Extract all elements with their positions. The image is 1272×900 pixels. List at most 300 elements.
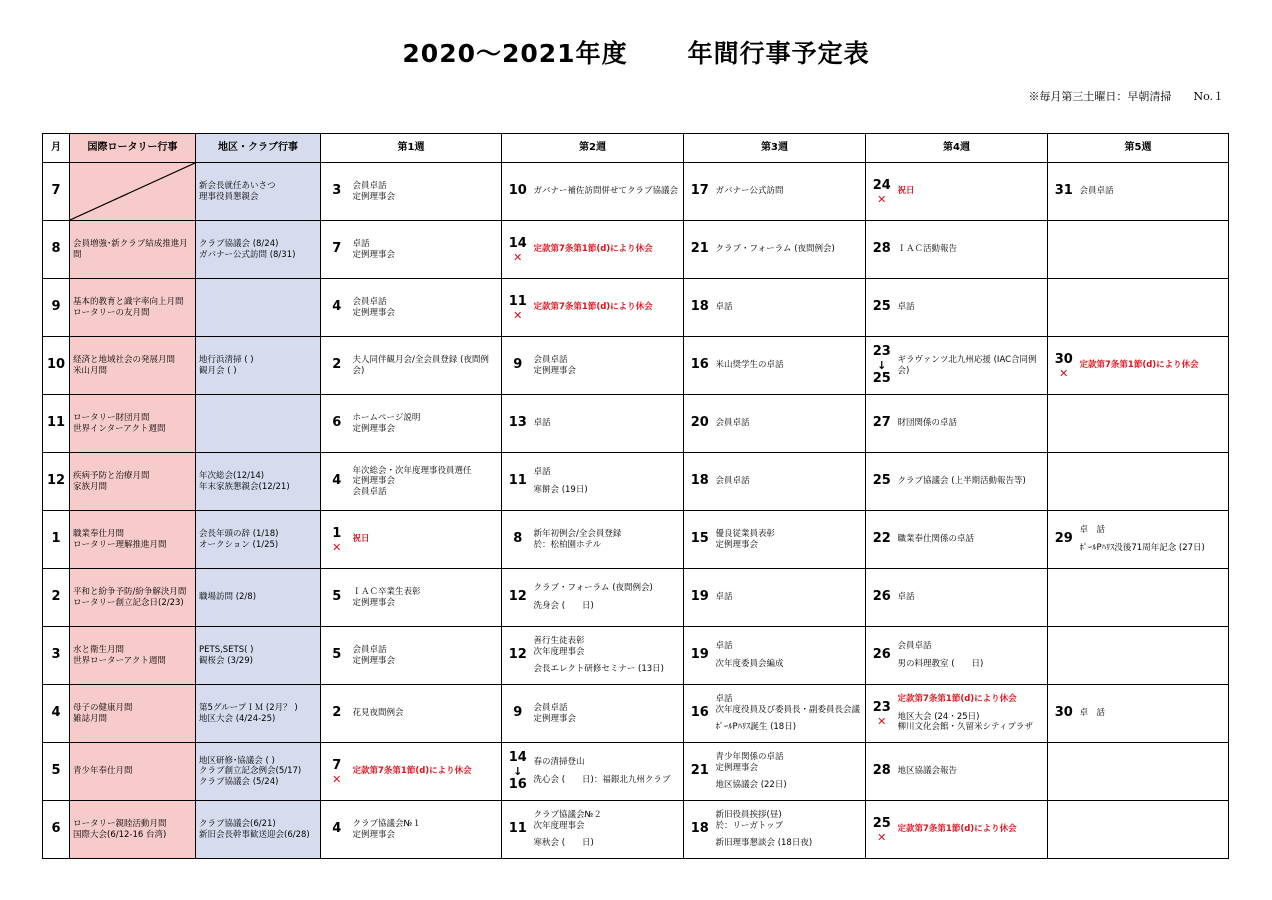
day-cell (866, 221, 898, 279)
day-number: 13 (508, 415, 527, 431)
event-cell (1080, 221, 1229, 279)
day-number: 4 (332, 821, 342, 837)
day-number: 22 (872, 531, 891, 547)
event-subtext: 新旧理事懇談会 (18日夜) (715, 838, 813, 849)
district-event-cell (196, 569, 321, 627)
event-cell (1080, 395, 1229, 453)
event-text: 卓話 (533, 467, 551, 478)
spacer (898, 705, 1045, 712)
month-cell: 7 (43, 163, 70, 221)
cancel-cross-icon: ✕ (877, 193, 887, 207)
event-cell (353, 569, 502, 627)
event-cell (898, 395, 1048, 453)
month-cell: 3 (43, 627, 70, 685)
header-week5: 第5週 (1048, 134, 1229, 163)
district-event-cell (196, 511, 321, 569)
day-cell (1048, 395, 1080, 453)
table-row (43, 743, 1229, 801)
table-row (43, 569, 1229, 627)
month-cell: 9 (43, 279, 70, 337)
day-number: 28 (872, 763, 891, 779)
event-text: 米山奨学生の卓話 (715, 360, 784, 371)
header-district: 地区・クラブ行事 (196, 134, 321, 163)
day-cell (684, 395, 716, 453)
district-event-text: 会長年頭の辞 (1/18) オークション (1/25) (199, 528, 279, 550)
day-number: 26 (872, 647, 891, 663)
event-cell (898, 279, 1048, 337)
event-subtext: 洗心会 ( 日)：福銀北九州クラブ (533, 775, 671, 785)
day-number: 7 (332, 241, 342, 257)
day-cell (684, 163, 716, 221)
event-text: 会員卓話 定例理事会 (533, 702, 577, 724)
day-number: 6 (332, 415, 342, 431)
day-number: 7 (332, 757, 342, 773)
day-cell (321, 163, 353, 221)
event-text: 卓話 定例理事会 (352, 238, 396, 260)
spacer (534, 594, 681, 601)
day-number: 31 (1054, 183, 1073, 199)
district-event-cell (196, 395, 321, 453)
event-cell (353, 221, 502, 279)
event-text: 定款第7条第1節(d)により休会 (897, 824, 1017, 835)
day-cell (321, 511, 353, 569)
district-event-cell (196, 743, 321, 801)
month-cell: 12 (43, 453, 70, 511)
event-text: 卓話 次年度役員及び委員長・副委員長会議 (715, 694, 861, 715)
day-cell (1048, 743, 1080, 801)
day-number: 11 (508, 473, 527, 489)
day-number: 14 (508, 749, 527, 765)
schedule-body (43, 163, 1229, 859)
day-number: 27 (872, 415, 891, 431)
event-cell (716, 627, 866, 685)
event-cell (534, 163, 684, 221)
day-number: 9 (513, 357, 523, 373)
event-cell (1080, 163, 1229, 221)
event-text: クラブ協議会№１ 定例理事会 (352, 818, 421, 840)
event-cell (898, 511, 1048, 569)
header-intl: 国際ロータリー行事 (70, 134, 196, 163)
cancel-cross-icon: ✕ (513, 309, 523, 323)
event-cell (534, 627, 684, 685)
day-number-end: 25 (872, 371, 891, 386)
event-subtext: 地区協議会 (22日) (715, 780, 787, 791)
day-number: 24 (872, 177, 891, 193)
district-event-cell (196, 627, 321, 685)
day-cell (866, 569, 898, 627)
event-cell (716, 163, 866, 221)
day-number: 23 (872, 699, 891, 715)
district-event-cell (196, 221, 321, 279)
day-cell (1048, 685, 1080, 743)
day-cell (684, 743, 716, 801)
cancel-cross-icon: ✕ (332, 541, 342, 555)
header-month: 月 (43, 134, 70, 163)
event-text: 定款第7条第1節(d)により休会 (1079, 360, 1199, 371)
event-text: 地区協議会報告 (897, 766, 958, 777)
spacer (716, 652, 863, 659)
header-week1: 第1週 (321, 134, 502, 163)
table-row (43, 627, 1229, 685)
cancel-cross-icon: ✕ (332, 773, 342, 787)
intl-event-cell (70, 801, 196, 859)
day-cell (321, 221, 353, 279)
district-event-text: クラブ協議会 (8/24) ガバナー公式訪問 (8/31) (199, 238, 296, 260)
day-number: 21 (690, 763, 709, 779)
table-row (43, 279, 1229, 337)
event-text: クラブ・フォーラム (夜間例会) (533, 583, 653, 594)
day-number: 1 (332, 525, 342, 541)
month-cell: 8 (43, 221, 70, 279)
event-cell (353, 337, 502, 395)
down-arrow-icon: ↓ (513, 765, 523, 778)
header-note (1028, 88, 1224, 104)
day-cell (866, 395, 898, 453)
event-text: 卓話 (715, 592, 733, 603)
event-cell (1080, 743, 1229, 801)
event-text: 春の清掃登山 (533, 757, 585, 768)
event-text: ＩＡＣ卒業生表彰 定例理事会 (352, 586, 421, 608)
page-number: No.１ (1193, 90, 1224, 103)
event-text: 会員卓話 (715, 418, 750, 429)
day-cell (321, 627, 353, 685)
table-row (43, 395, 1229, 453)
event-cell (898, 453, 1048, 511)
day-cell (866, 511, 898, 569)
day-cell (866, 453, 898, 511)
event-text: 定款第7条第1節(d)により休会 (533, 244, 653, 255)
day-cell (1048, 511, 1080, 569)
event-cell (898, 221, 1048, 279)
event-cell (534, 685, 684, 743)
event-cell (1080, 279, 1229, 337)
down-arrow-icon: ↓ (877, 359, 887, 372)
intl-event-cell (70, 337, 196, 395)
event-text: 優良従業員表彰 定例理事会 (715, 528, 776, 550)
event-cell (716, 337, 866, 395)
event-cell (534, 279, 684, 337)
day-number: 8 (513, 531, 523, 547)
day-number: 5 (332, 589, 342, 605)
event-cell (898, 685, 1048, 743)
day-cell (321, 685, 353, 743)
day-number: 18 (690, 821, 709, 837)
day-number-end: 16 (508, 777, 527, 792)
event-text: 祝日 (897, 186, 915, 197)
day-cell (866, 163, 898, 221)
month-cell: 11 (43, 395, 70, 453)
spacer (534, 478, 681, 485)
event-cell (716, 801, 866, 859)
event-text: 卓話 (897, 592, 915, 603)
day-number: 5 (332, 647, 342, 663)
day-cell (502, 685, 534, 743)
event-text: 定款第7条第1節(d)により休会 (533, 302, 653, 313)
intl-event-cell (70, 627, 196, 685)
event-cell (1080, 453, 1229, 511)
event-text: 定款第7条第1節(d)により休会 (352, 766, 472, 777)
cancel-cross-icon: ✕ (877, 715, 887, 729)
intl-event-cell (70, 163, 196, 221)
table-row (43, 163, 1229, 221)
event-cell (534, 395, 684, 453)
day-cell (502, 163, 534, 221)
event-cell (898, 801, 1048, 859)
day-number: 16 (690, 357, 709, 373)
intl-event-text: 母子の健康月間 雑誌月間 (73, 702, 133, 724)
event-text: 定款第7条第1節(d)により休会 (897, 694, 1017, 705)
event-subtext: 次年度委員会編成 (715, 659, 784, 669)
schedule-table (42, 133, 1229, 859)
intl-event-cell (70, 279, 196, 337)
day-number: 17 (690, 183, 709, 199)
event-cell (898, 337, 1048, 395)
event-cell (353, 685, 502, 743)
cancel-cross-icon: ✕ (1059, 367, 1069, 381)
day-number: 18 (690, 299, 709, 315)
day-cell (502, 337, 534, 395)
district-event-cell (196, 801, 321, 859)
event-subtext: ﾎﾟｰﾙPﾊﾘｽ没後71周年記念 (27日) (1079, 543, 1205, 553)
event-text: 会員卓話 (897, 641, 932, 652)
event-cell (1080, 801, 1229, 859)
event-text: ＩＡＣ活動報告 (897, 244, 958, 255)
note-text: ※毎月第三土曜日：早朝清掃 (1028, 90, 1172, 103)
event-cell (716, 221, 866, 279)
event-cell (898, 569, 1048, 627)
district-event-text: 新会長就任あいさつ 理事役員懇親会 (199, 180, 276, 202)
day-cell (1048, 569, 1080, 627)
event-subtext: 寒餅会 (19日) (533, 485, 588, 495)
event-cell (716, 395, 866, 453)
event-text: 卓話 (897, 302, 915, 313)
event-subtext: ﾎﾟｰﾙPﾊﾘｽ誕生 (18日) (715, 722, 797, 733)
event-cell (353, 627, 502, 685)
day-number: 30 (1054, 351, 1073, 367)
event-text: 花見夜間例会 (352, 708, 404, 719)
intl-event-text: ロータリー親睦活動月間 国際大会(6/12-16 台湾) (73, 818, 167, 840)
event-cell (1080, 627, 1229, 685)
event-text: 会員卓話 定例理事会 (533, 354, 577, 376)
day-cell (866, 627, 898, 685)
day-cell (1048, 801, 1080, 859)
event-cell (534, 337, 684, 395)
day-number: 11 (508, 293, 527, 309)
day-cell (321, 743, 353, 801)
day-number: 23 (872, 343, 891, 359)
table-row (43, 801, 1229, 859)
intl-event-cell (70, 569, 196, 627)
intl-event-text: 経済と地域社会の発展月間 米山月間 (73, 354, 176, 376)
day-number: 3 (332, 183, 342, 199)
title-main: 年間行事予定表 (687, 39, 870, 68)
day-cell (502, 221, 534, 279)
event-subtext: 男の料理教室 ( 日) (897, 659, 984, 669)
intl-event-text: ロータリー財団月間 世界インターアクト週間 (73, 412, 166, 434)
day-number: 12 (508, 589, 527, 605)
event-cell (534, 453, 684, 511)
day-number: 15 (690, 531, 709, 547)
intl-event-cell (70, 685, 196, 743)
event-text: 青少年関係の卓話 定例理事会 (715, 752, 784, 773)
day-cell (684, 337, 716, 395)
day-cell (684, 627, 716, 685)
header-week4: 第4週 (866, 134, 1048, 163)
intl-event-text: 青少年奉仕月間 (73, 766, 133, 777)
day-number: 20 (690, 415, 709, 431)
district-event-cell (196, 337, 321, 395)
day-number: 9 (513, 705, 523, 721)
intl-event-cell (70, 221, 196, 279)
event-subtext: 洗身会 ( 日) (533, 601, 594, 611)
spacer (898, 652, 1045, 659)
event-text: ガバナー補佐訪問併せてクラブ協議会 (533, 186, 679, 197)
day-number: 25 (872, 815, 891, 831)
event-cell (353, 801, 502, 859)
page-title (0, 34, 1272, 70)
title-year: 2020～2021年度 (402, 39, 628, 68)
event-text: クラブ協議会 (上半期活動報告等) (897, 476, 1026, 487)
event-cell (898, 743, 1048, 801)
district-event-text: 年次総会(12/14) 年末家族懇親会(12/21) (199, 470, 290, 492)
day-number: 10 (508, 183, 527, 199)
table-row (43, 685, 1229, 743)
intl-event-text: 疾病予防と治療月間 家族月間 (73, 470, 150, 492)
event-cell (534, 801, 684, 859)
district-event-text: クラブ協議会(6/21) 新旧会長幹事歓送迎会(6/28) (199, 818, 310, 840)
day-cell (684, 569, 716, 627)
event-cell (534, 511, 684, 569)
event-cell (353, 395, 502, 453)
day-number: 30 (1054, 705, 1073, 721)
district-event-cell (196, 279, 321, 337)
day-number: 14 (508, 235, 527, 251)
district-event-text: 第5グループＩＭ (2月？ ) 地区大会 (4/24-25) (199, 702, 298, 724)
event-cell (716, 685, 866, 743)
day-number: 4 (332, 299, 342, 315)
event-text: 夫人同伴観月会/全会員登録 (夜間例会) (352, 354, 489, 376)
district-event-text: 地区研修･協議会 ( ) クラブ創立記念例会(5/17) クラブ協議会 (5/24) (199, 755, 302, 787)
day-number: 2 (332, 705, 342, 721)
day-cell (1048, 337, 1080, 395)
event-text: 会員卓話 定例理事会 (352, 296, 396, 318)
event-text: 新年初例会/全会員登録 於：松柏園ホテル (533, 528, 622, 550)
day-number: 25 (872, 299, 891, 315)
event-text: ホームページ説明 定例理事会 (352, 412, 421, 434)
day-cell (502, 627, 534, 685)
day-cell (1048, 627, 1080, 685)
district-event-text: 職場訪問 (2/8) (199, 592, 257, 603)
day-cell (321, 279, 353, 337)
spacer (534, 768, 681, 775)
day-number: 16 (690, 705, 709, 721)
intl-event-cell (70, 511, 196, 569)
event-text: 職業奉仕関係の卓話 (897, 534, 975, 545)
event-cell (534, 743, 684, 801)
event-cell (1080, 337, 1229, 395)
day-cell (684, 279, 716, 337)
intl-event-text: 会員増強･新クラブ結成推進月間 (73, 238, 188, 260)
day-number: 19 (690, 589, 709, 605)
day-cell (502, 453, 534, 511)
day-number: 25 (872, 473, 891, 489)
day-number: 12 (508, 647, 527, 663)
table-row (43, 337, 1229, 395)
month-cell: 6 (43, 801, 70, 859)
event-cell (716, 279, 866, 337)
event-cell (716, 511, 866, 569)
cancel-cross-icon: ✕ (513, 251, 523, 265)
intl-event-text: 基本的教育と識字率向上月間 ロータリーの友月間 (73, 296, 184, 318)
header-week3: 第3週 (684, 134, 866, 163)
event-subtext: 地区大会 (24・25日) 柳川文化会館・久留米シティプラザ (897, 711, 1033, 733)
day-cell (684, 801, 716, 859)
district-event-cell (196, 453, 321, 511)
day-cell (502, 279, 534, 337)
event-subtext: 会長エレクト研修セミナー (13日) (533, 664, 664, 675)
day-cell (502, 511, 534, 569)
event-text: 会員卓話 (715, 476, 750, 487)
event-text: 卓話 (715, 641, 733, 652)
intl-event-text: 平和と紛争予防/紛争解決月間 ロータリー創立記念日(2/23) (73, 586, 187, 608)
day-number: 11 (508, 821, 527, 837)
day-cell (502, 569, 534, 627)
intl-event-cell (70, 453, 196, 511)
table-row (43, 221, 1229, 279)
header-row (43, 134, 1229, 163)
event-cell (353, 279, 502, 337)
day-cell (321, 801, 353, 859)
event-cell (534, 569, 684, 627)
event-text: 会員卓話 定例理事会 (352, 644, 396, 666)
day-cell (684, 511, 716, 569)
day-cell (321, 453, 353, 511)
diagonal-line (70, 163, 195, 220)
event-cell (1080, 685, 1229, 743)
event-cell (1080, 511, 1229, 569)
event-subtext: 寒秋会 ( 日) (533, 838, 594, 849)
day-cell (321, 569, 353, 627)
event-text: クラブ・フォーラム (夜間例会) (715, 244, 835, 255)
intl-event-text: 職業奉仕月間 ロータリー理解推進月間 (73, 528, 167, 550)
event-cell (898, 163, 1048, 221)
intl-event-cell (70, 395, 196, 453)
event-text: 卓話 (533, 418, 551, 429)
day-cell (866, 743, 898, 801)
event-text: 卓 話 (1079, 525, 1106, 536)
day-cell (866, 801, 898, 859)
event-cell (716, 453, 866, 511)
day-cell (866, 337, 898, 395)
event-text: 会員卓話 定例理事会 (352, 180, 396, 202)
day-cell (1048, 221, 1080, 279)
day-cell (866, 279, 898, 337)
day-number: 19 (690, 647, 709, 663)
day-cell (321, 395, 353, 453)
month-cell: 4 (43, 685, 70, 743)
event-text: 会員卓話 (1079, 186, 1114, 197)
day-number: 4 (332, 473, 342, 489)
event-cell (353, 453, 502, 511)
day-cell (502, 743, 534, 801)
month-cell: 10 (43, 337, 70, 395)
event-cell (898, 627, 1048, 685)
day-cell (1048, 453, 1080, 511)
day-cell (321, 337, 353, 395)
day-cell (866, 685, 898, 743)
day-cell (502, 395, 534, 453)
day-number: 29 (1054, 531, 1073, 547)
